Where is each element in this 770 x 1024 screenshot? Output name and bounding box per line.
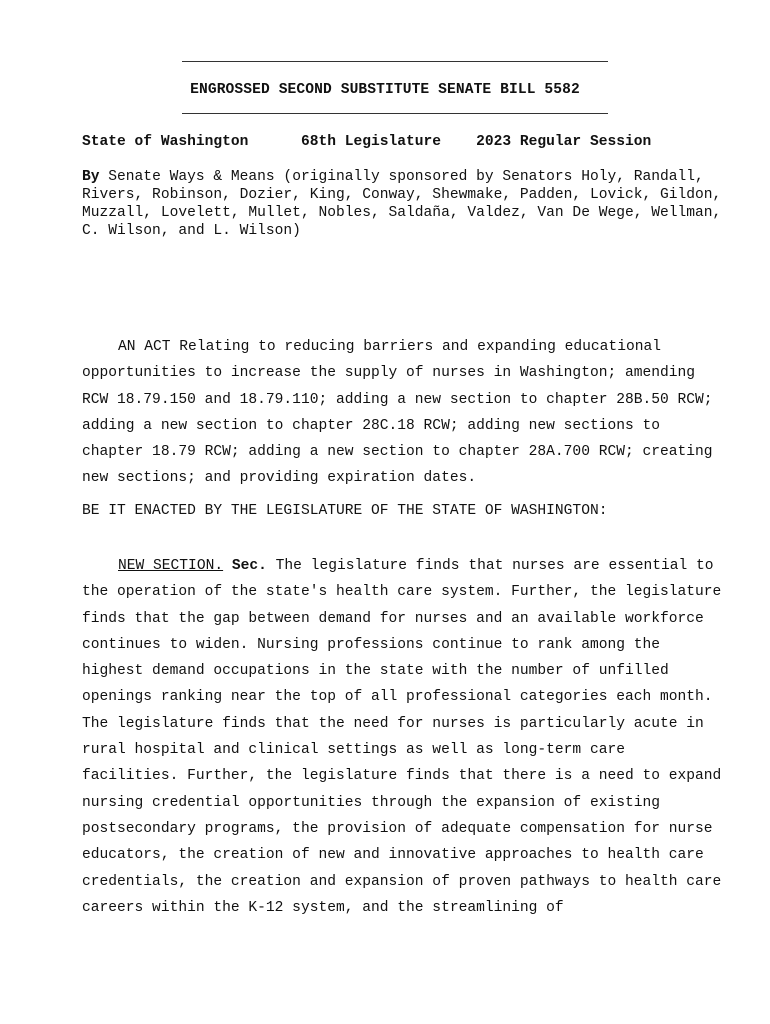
new-section-label: NEW SECTION. <box>118 558 224 574</box>
section-text: The legislature finds that nurses are essential to the operation of the state's health care system. Further, the legislature finds that the gap between demand for nurses and an available workforce continues to widen. Nursing professions continue to rank among the highest demand occupations in the state with the number of unfilled openings ranking near the top of all professional categories each month. The legislature finds that the need for nurses is particularly acute in rural hospital and clinical settings as well as long-term care facilities. Further, the legislature finds that there is a need to expand nursing credential opportunities through the expansion of existing postsecondary programs, the provision of adequate compensation for nurse educators, the creation of new and innovative approaches to health care credentials, the creation and expansion of proven pathways to health care careers within the K-12 system, and the streamlining of <box>82 558 722 916</box>
sponsors-text: Senate Ways & Means (originally sponsored by Senators Holy, Randall, Rivers, Robinson, Dozier, King, Conway, Shewmake, Padden, Lovick, Gildon, Muzzall, Lovelett, Mullet, Nobles, Saldaña, Valdez, Van De Wege, Wellman, C. Wilson, and L. Wilson) <box>82 169 722 239</box>
bill-title: ENGROSSED SECOND SUBSTITUTE SENATE BILL 5582 <box>190 82 580 98</box>
sponsors-paragraph <box>82 168 722 240</box>
act-title-paragraph: AN ACT Relating to reducing barriers and expanding educational opportunities to increase the supply of nurses in Washington; amending RCW 18.79.150 and 18.79.110; adding a new section to chapter 28B.50 RCW; adding a new section to chapter 28C.18 RCW; adding new sections to chapter 18.79 RCW; adding a new section to chapter 28A.700 RCW; creating new sections; and providing expiration dates. <box>82 339 713 487</box>
enacting-clause: BE IT ENACTED BY THE LEGISLATURE OF THE STATE OF WASHINGTON: <box>82 503 608 519</box>
by-label: By <box>82 169 100 185</box>
session-line: State of Washington 68th Legislature 2023 Regular Session <box>82 134 652 150</box>
bottom-rule <box>182 113 608 114</box>
top-rule <box>182 61 608 62</box>
sec-label: Sec. <box>231 558 267 574</box>
section-paragraph <box>82 553 722 921</box>
